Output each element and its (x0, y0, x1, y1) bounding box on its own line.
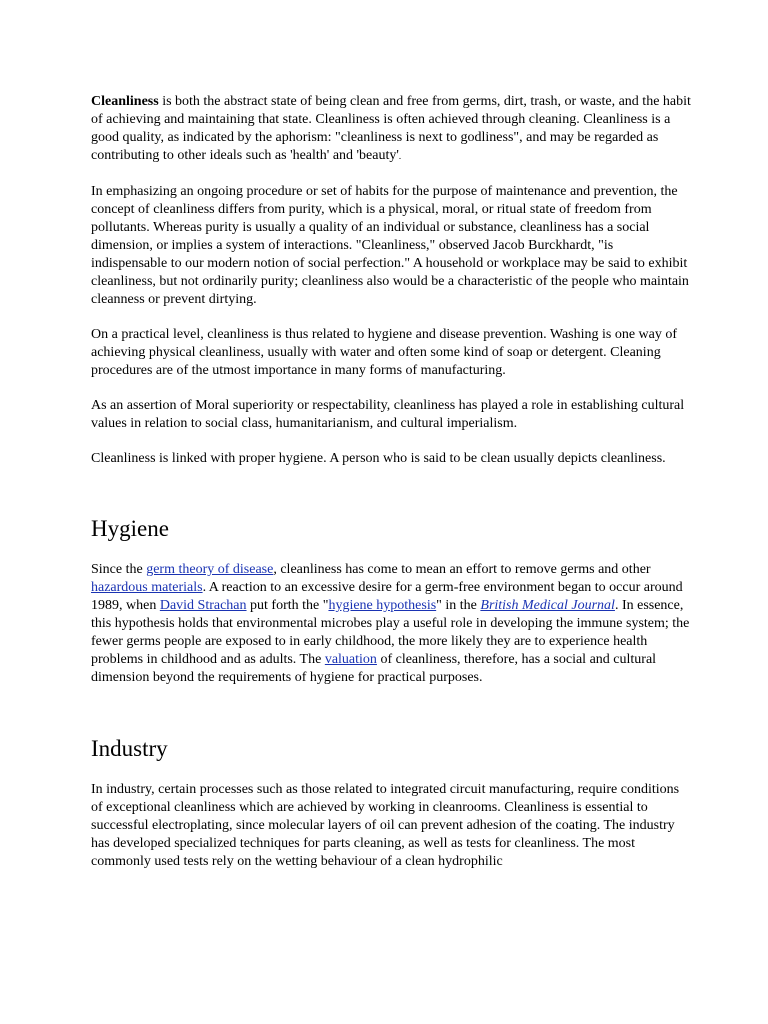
document-page (91, 93, 691, 871)
hygiene-text-3: . A reaction to an excessive desire for a germ-free environment began to occur around 1989, when (91, 580, 683, 613)
hygiene-hypothesis-link[interactable]: hygiene hypothesis (328, 598, 437, 613)
intro-paragraph-5: Cleanliness is linked with proper hygiene. A person who is said to be clean usually depicts cleanliness. (91, 451, 666, 466)
hazardous-materials-link[interactable]: hazardous materials (91, 580, 203, 595)
hygiene-text-2: , cleanliness has come to mean an effort to remove germs and other (273, 562, 651, 577)
hygiene-text-7: of cleanliness, therefore, has a social and cultural dimension beyond the requirements of hygiene for practical purposes. (91, 652, 657, 685)
intro-paragraph-2: In emphasizing an ongoing procedure or set of habits for the purpose of maintenance and prevention, the concept of cleanliness differs from purity, which is a physical, moral, or ritual state of freedom from pollutants. Whereas purity is usually a quality of an individual or substance, cleanliness has a social dimension, or implies a system of interactions. "Cleanliness," observed Jacob Burckhardt, "is indispensable to our modern notion of social perfection." A household or workplace may be said to exhibit cleanliness, but not ordinarily purity; cleanliness also would be a characteristic of the people who maintain cleanness or prevent dirtying. (91, 184, 689, 307)
intro-paragraph-1 (91, 93, 691, 165)
intro-paragraph-1-end: . (398, 151, 402, 161)
germ-theory-link[interactable]: germ theory of disease (146, 562, 274, 577)
hygiene-text-4: put forth the " (246, 598, 329, 613)
hygiene-text-5: " in the (436, 598, 481, 613)
intro-paragraph-3: On a practical level, cleanliness is thus related to hygiene and disease prevention. Washing is one way of achieving physical cleanliness, usually with water and often some kind of soap or detergent. Cleaning procedures are of the utmost importance in many forms of manufacturing. (91, 327, 678, 378)
intro-paragraph-1-text: is both the abstract state of being clean and free from germs, dirt, trash, or waste, and the habit of achieving and maintaining that state. Cleanliness is often achieved through cleaning. Cleanliness is a good quality, as indicated by the aphorism: "cleanliness is next to godliness", and may be regarded as contributing to other ideals such as 'health' and 'beauty' (91, 94, 691, 163)
british-medical-journal-link[interactable]: British Medical Journal (480, 598, 615, 613)
intro-paragraph-4: As an assertion of Moral superiority or respectability, cleanliness has played a role in establishing cultural values in relation to social class, humanitarianism, and cultural imperialism. (91, 398, 685, 431)
hygiene-text-1: Since the (91, 562, 147, 577)
valuation-link[interactable]: valuation (324, 652, 377, 667)
cleanliness-term: Cleanliness (91, 94, 159, 109)
hygiene-text-6: . In essence, this hypothesis holds that environmental microbes play a useful role in developing the immune system; the fewer germs people are exposed to in early childhood, the more likely they are to experience health problems in childhood and as adults. The (91, 598, 690, 667)
industry-heading: Industry (91, 736, 168, 761)
hygiene-heading: Hygiene (91, 516, 169, 541)
industry-paragraph: In industry, certain processes such as those related to integrated circuit manufacturing, require conditions of exceptional cleanliness which are achieved by working in cleanrooms. Cleanliness is essential to successful electroplating, since molecular layers of oil can prevent adhesion of the coating. The industry has developed specialized techniques for parts cleaning, as well as tests for cleanliness. The most commonly used tests rely on the wetting behaviour of a clean hydrophilic (91, 782, 680, 869)
david-strachan-link[interactable]: David Strachan (159, 598, 247, 613)
hygiene-paragraph (91, 561, 691, 687)
